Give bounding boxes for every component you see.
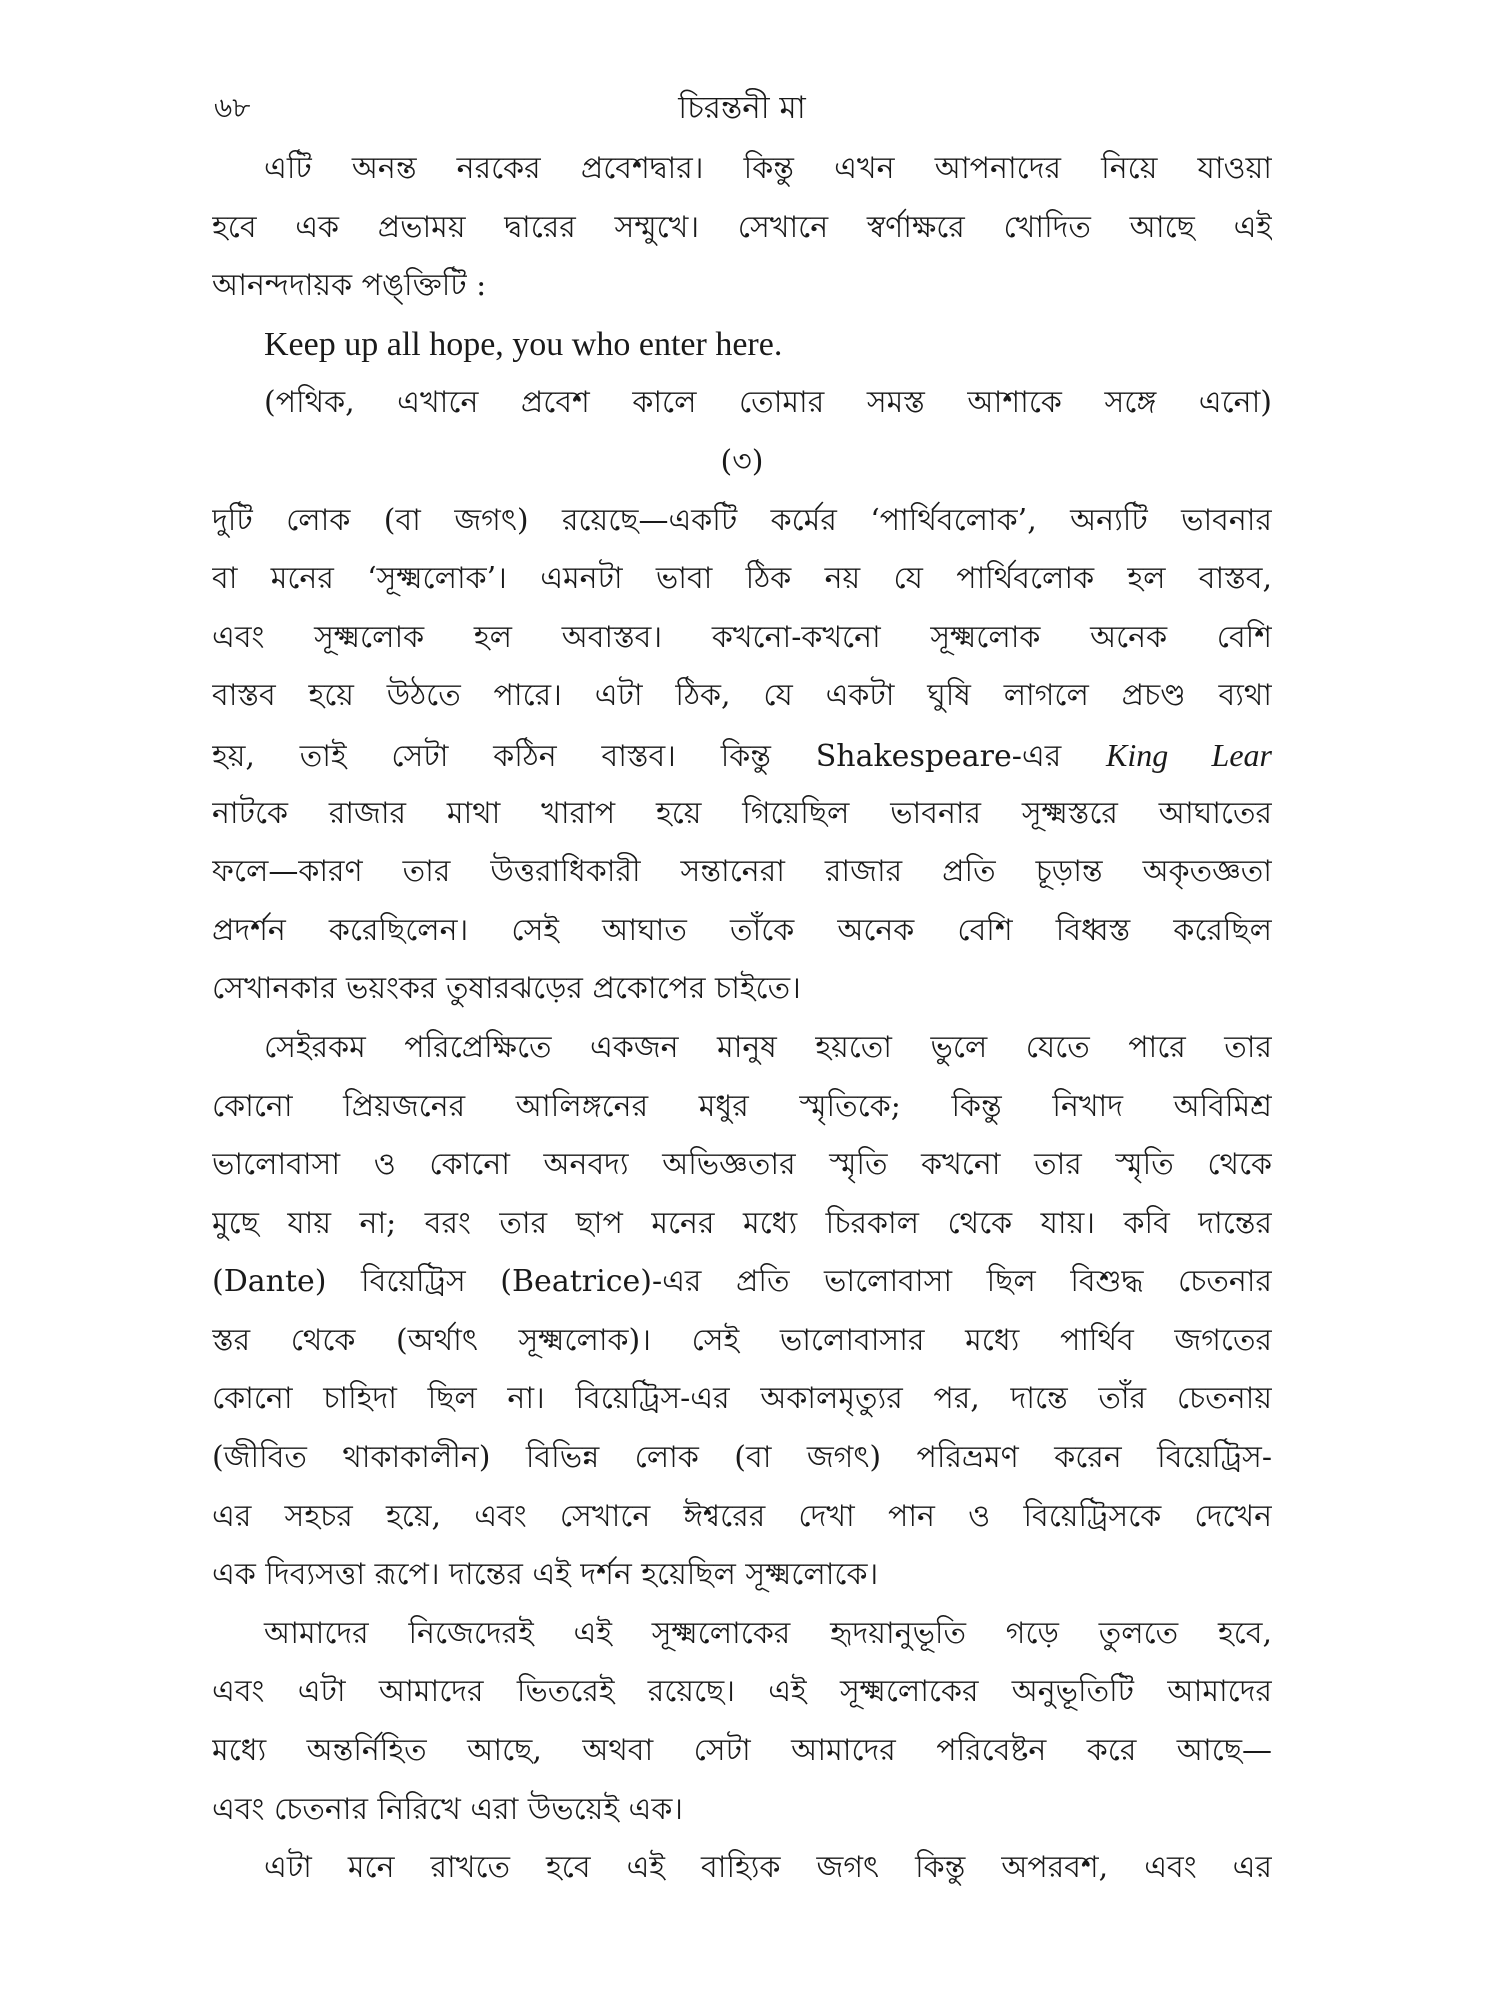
text-line: নাটকে রাজার মাথা খারাপ হয়ে গিয়েছিল ভাবনার সূক্ষ্মস্তরে আঘাতের	[212, 795, 1272, 831]
text-line: এটা মনে রাখতে হবে এই বাহ্যিক জগৎ কিন্তু অপরবশ, এবং এর	[264, 1850, 1272, 1886]
text-line: স্তর থেকে (অর্থাৎ সূক্ষ্মলোক)। সেই ভালোবাসার মধ্যে পার্থিব জগতের	[212, 1322, 1272, 1358]
text-line: সেইরকম পরিপ্রেক্ষিতে একজন মানুষ হয়তো ভুলে যেতে পারে তার	[264, 1029, 1272, 1065]
text-line: এটি অনন্ত নরকের প্রবেশদ্বার। কিন্তু এখন আপনাদের নিয়ে যাওয়া	[264, 151, 1272, 186]
text-line: বাস্তব হয়ে উঠতে পারে। এটা ঠিক, যে একটা ঘুষি লাগলে প্রচণ্ড ব্যথা	[212, 678, 1272, 714]
text-line: এবং চেতনার নিরিখে এরা উভয়েই এক।	[212, 1791, 684, 1827]
page-header	[212, 80, 1272, 140]
quote-translation: (পথিক, এখানে প্রবেশ কালে তোমার সমস্ত আশাকে সঙ্গে এনো)	[264, 385, 1272, 421]
section-number: (৩)	[720, 443, 764, 479]
text-line	[212, 726, 1272, 785]
text-line: সেখানকার ভয়ংকর তুষারঝড়ের প্রকোপের চাইতে।	[212, 971, 801, 1007]
page-body	[212, 140, 1272, 1898]
text-line: প্রদর্শন করেছিলেন। সেই আঘাত তাঁকে অনেক বেশি বিধ্বস্ত করেছিল	[212, 912, 1272, 948]
text-line: এক দিব্যসত্তা রূপে। দান্তের এই দর্শন হয়েছিল সূক্ষ্মলোকে।	[212, 1557, 879, 1593]
text-line: হবে এক প্রভাময় দ্বারের সম্মুখে। সেখানে স্বর্ণাক্ষরে খোদিত আছে এই	[212, 209, 1272, 245]
english-quote: Keep up all hope, you who enter here.	[264, 325, 783, 363]
text-line: এবং সূক্ষ্মলোক হল অবাস্তব। কখনো-কখনো সূক্ষ্মলোক অনেক বেশি	[212, 619, 1272, 655]
text-line: কোনো প্রিয়জনের আলিঙ্গনের মধুর স্মৃতিকে; কিন্তু নিখাদ অবিমিশ্র	[212, 1088, 1272, 1124]
text-line: ভালোবাসা ও কোনো অনবদ্য অভিজ্ঞতার স্মৃতি কখনো তার স্মৃতি থেকে	[212, 1147, 1272, 1183]
text-segment: হয়, তাই সেটা কঠিন বাস্তব। কিন্তু Shakespeare-এর	[212, 738, 1062, 774]
page-number: ৬৮	[214, 91, 251, 124]
text-line: বা মনের ‘সূক্ষ্মলোক’। এমনটা ভাবা ঠিক নয় যে পার্থিবলোক হল বাস্তব,	[212, 561, 1272, 597]
running-head-title: চিরন্তনী মা	[678, 90, 806, 126]
text-line: আমাদের নিজেদেরই এই সূক্ষ্মলোকের হৃদয়ানুভূতি গড়ে তুলতে হবে,	[264, 1615, 1272, 1651]
text-line: কোনো চাহিদা ছিল না। বিয়েট্রিস-এর অকালমৃত্যুর পর, দান্তে তাঁর চেতনায়	[212, 1381, 1272, 1417]
text-line: এবং এটা আমাদের ভিতরেই রয়েছে। এই সূক্ষ্মলোকের অনুভূতিটি আমাদের	[212, 1674, 1272, 1710]
text-line: এর সহচর হয়ে, এবং সেখানে ঈশ্বরের দেখা পান ও বিয়েট্রিসকে দেখেন	[212, 1498, 1272, 1534]
text-line: মধ্যে অন্তর্নিহিত আছে, অথবা সেটা আমাদের পরিবেষ্টন করে আছে—	[212, 1733, 1272, 1769]
text-line: দুটি লোক (বা জগৎ) রয়েছে—একটি কর্মের ‘পার্থিবলোক’, অন্যটি ভাবনার	[212, 502, 1272, 538]
play-title-italic: King Lear	[1106, 736, 1272, 773]
text-line: ফলে—কারণ তার উত্তরাধিকারী সন্তানেরা রাজার প্রতি চূড়ান্ত অকৃতজ্ঞতা	[212, 854, 1272, 890]
text-line: আনন্দদায়ক পঙ্‌ক্তিটি :	[212, 268, 487, 304]
text-line: (জীবিত থাকাকালীন) বিভিন্ন লোক (বা জগৎ) পরিভ্রমণ করেন বিয়েট্রিস-	[212, 1440, 1272, 1476]
text-line: মুছে যায় না; বরং তার ছাপ মনের মধ্যে চিরকাল থেকে যায়। কবি দান্তের	[212, 1205, 1272, 1241]
text-line: (Dante) বিয়েট্রিস (Beatrice)-এর প্রতি ভালোবাসা ছিল বিশুদ্ধ চেতনার	[212, 1264, 1272, 1300]
book-page	[212, 80, 1272, 1898]
